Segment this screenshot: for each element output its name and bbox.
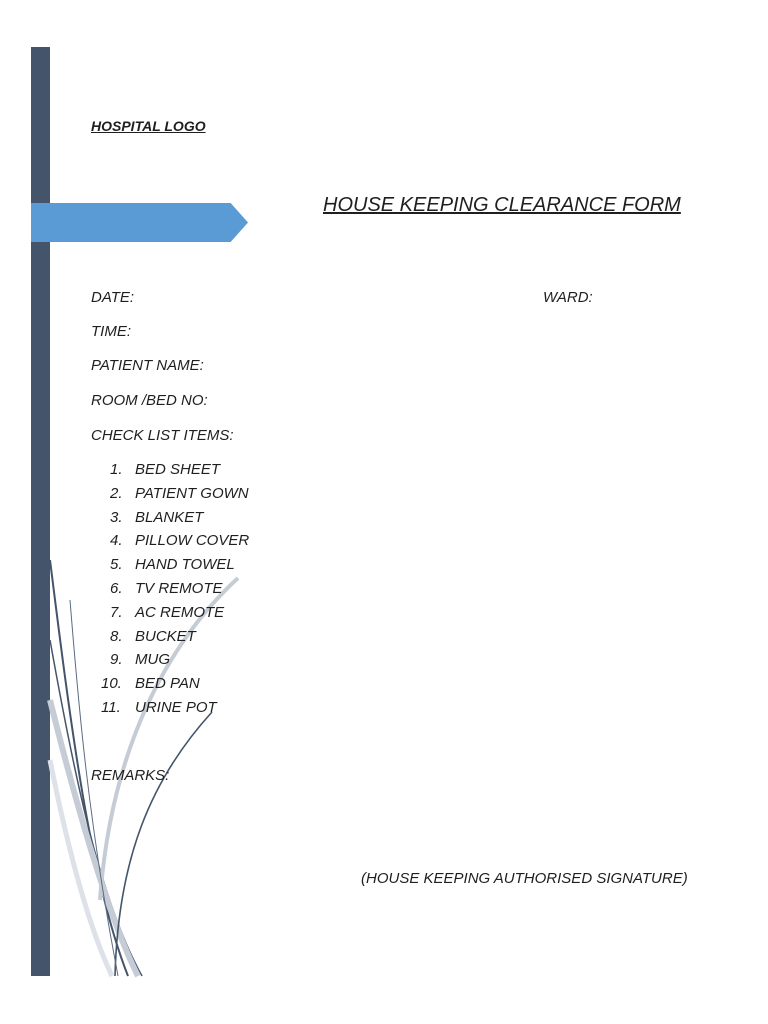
list-item: 8. BUCKET: [110, 627, 196, 645]
form-title: HOUSE KEEPING CLEARANCE FORM: [323, 194, 681, 216]
list-item: 4. PILLOW COVER: [110, 532, 250, 550]
list-item: 7. AC REMOTE: [110, 603, 225, 621]
signature-label: (HOUSE KEEPING AUTHORISED SIGNATURE): [361, 870, 688, 887]
remarks-label: REMARKS:: [91, 767, 170, 784]
list-item: 11. URINE POT: [101, 698, 217, 716]
time-label: TIME:: [91, 323, 131, 340]
list-item: 5. HAND TOWEL: [110, 556, 235, 574]
list-item: 10. BED PAN: [101, 675, 200, 693]
checklist-heading: CHECK LIST ITEMS:: [91, 427, 234, 444]
ward-label: WARD:: [543, 289, 593, 306]
list-item: 9. MUG: [110, 651, 170, 669]
list-item: 2. PATIENT GOWN: [110, 484, 249, 502]
list-item: 1. BED SHEET: [110, 461, 221, 478]
hospital-logo-text: HOSPITAL LOGO: [91, 118, 206, 134]
arrow-banner: [31, 203, 248, 242]
date-label: DATE:: [91, 289, 135, 306]
list-item: 3. BLANKET: [110, 508, 204, 526]
checklist: [101, 460, 250, 722]
room-bed-label: ROOM /BED NO:: [91, 392, 208, 409]
list-item: 6. TV REMOTE: [110, 579, 223, 597]
sidebar-accent-bar: [31, 47, 50, 976]
patient-name-label: PATIENT NAME:: [91, 357, 204, 374]
